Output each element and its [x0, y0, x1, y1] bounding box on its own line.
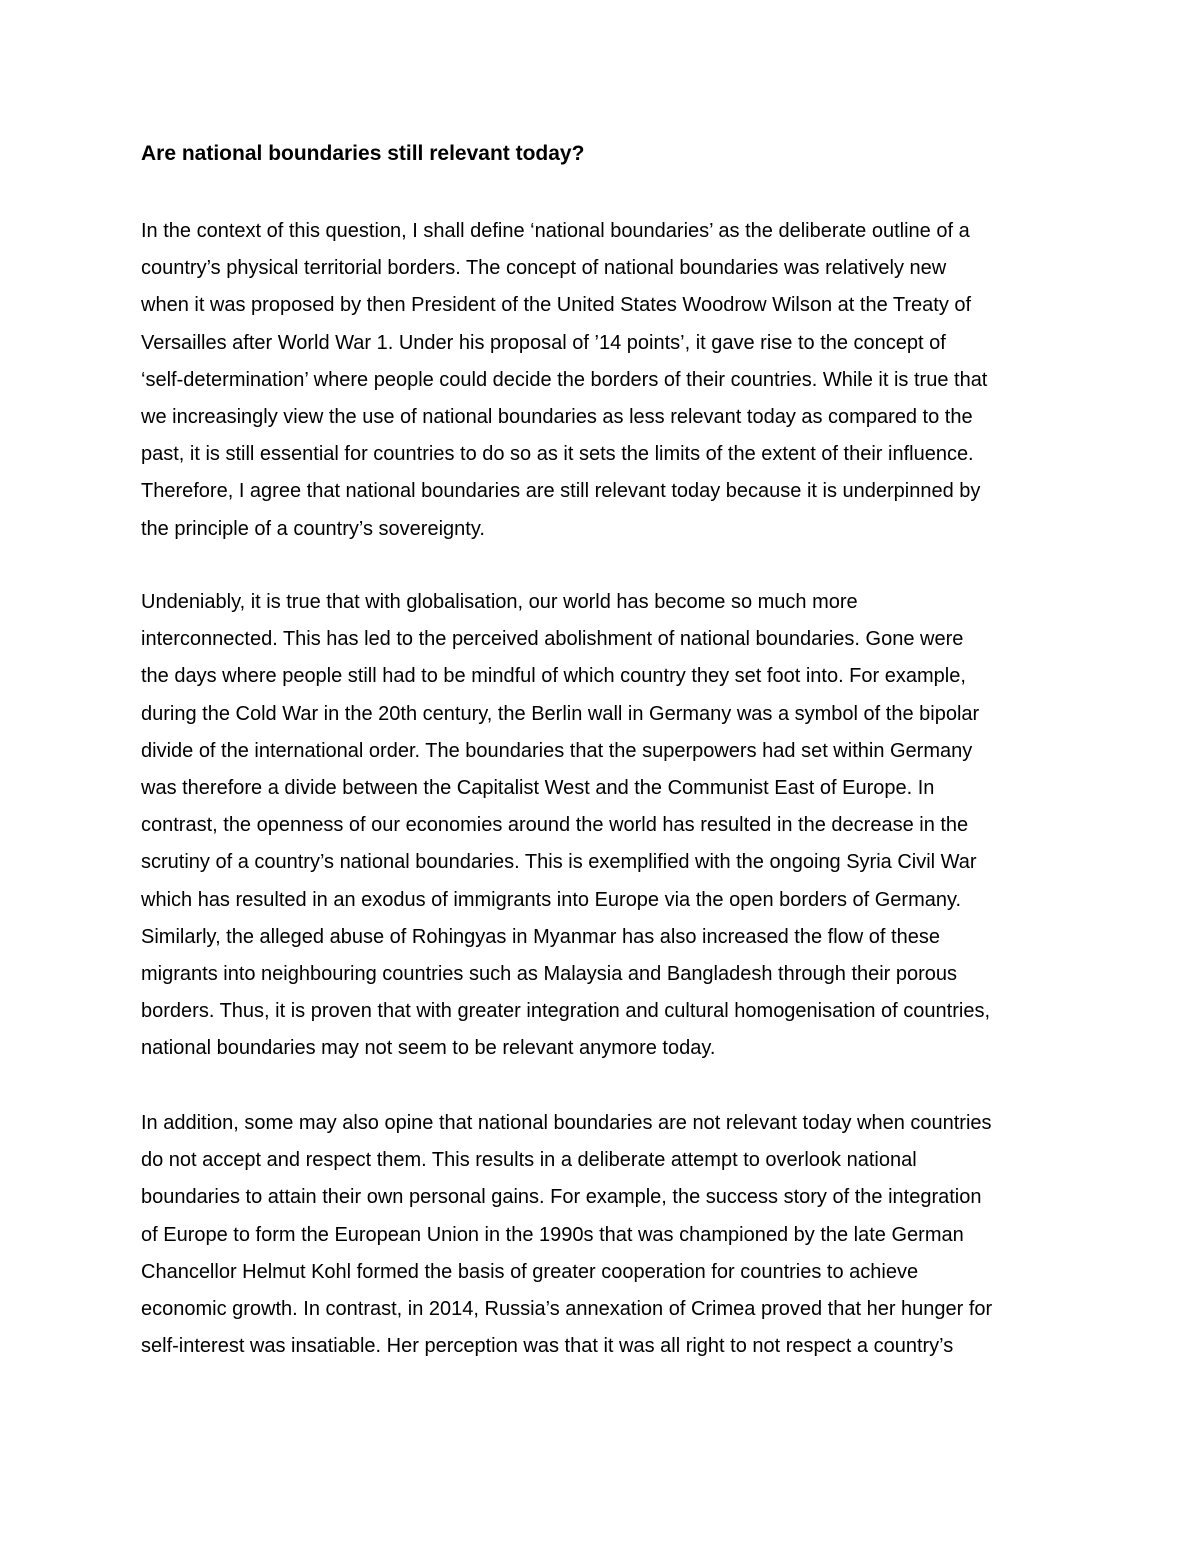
text-line: Chancellor Helmut Kohl formed the basis of greater cooperation for countries to achieve	[141, 1260, 919, 1283]
text-line: In the context of this question, I shall define ‘national boundaries’ as the deliberate outline of a	[141, 220, 970, 242]
paragraph-introduction	[141, 213, 1101, 548]
text-line: the principle of a country’s sovereignty.	[141, 517, 485, 540]
text-line: past, it is still essential for countries to do so as it sets the limits of the extent of their influence.	[141, 443, 974, 466]
paragraph-globalisation	[141, 584, 1101, 1067]
text-line: scrutiny of a country’s national boundaries. This is exemplified with the ongoing Syria Civil War	[141, 851, 977, 874]
text-line: which has resulted in an exodus of immigrants into Europe via the open borders of Germany.	[141, 888, 962, 911]
text-line: national boundaries may not seem to be relevant anymore today.	[141, 1037, 716, 1060]
paragraph-sovereignty	[141, 1105, 1101, 1365]
text-line: do not accept and respect them. This results in a deliberate attempt to overlook national	[141, 1149, 917, 1172]
text-line: was therefore a divide between the Capitalist West and the Communist East of Europe. In	[141, 776, 935, 799]
text-line: country’s physical territorial borders. The concept of national boundaries was relatively new	[141, 257, 947, 280]
text-line: interconnected. This has led to the perceived abolishment of national boundaries. Gone were	[141, 628, 964, 651]
text-line: In addition, some may also opine that national boundaries are not relevant today when countries	[141, 1112, 992, 1134]
text-line: self-interest was insatiable. Her perception was that it was all right to not respect a country’s	[141, 1335, 954, 1358]
document-title: Are national boundaries still relevant today?	[141, 142, 585, 165]
text-line: Therefore, I agree that national boundaries are still relevant today because it is underpinned by	[141, 480, 981, 503]
text-line: divide of the international order. The boundaries that the superpowers had set within Germany	[141, 739, 973, 762]
text-line: contrast, the openness of our economies around the world has resulted in the decrease in the	[141, 814, 969, 837]
text-line: borders. Thus, it is proven that with greater integration and cultural homogenisation of countries,	[141, 1000, 990, 1023]
text-line: boundaries to attain their own personal gains. For example, the success story of the integration	[141, 1186, 982, 1209]
text-line: we increasingly view the use of national boundaries as less relevant today as compared to the	[141, 405, 973, 428]
text-line: ‘self-determination’ where people could decide the borders of their countries. While it is true that	[141, 368, 988, 391]
text-line: of Europe to form the European Union in the 1990s that was championed by the late German	[141, 1223, 964, 1246]
text-line: when it was proposed by then President of the United States Woodrow Wilson at the Treaty of	[141, 294, 972, 317]
text-line: Similarly, the alleged abuse of Rohingyas in Myanmar has also increased the flow of these	[141, 925, 940, 948]
text-line: economic growth. In contrast, in 2014, Russia’s annexation of Crimea proved that her hunger for	[141, 1297, 993, 1320]
text-line: Versailles after World War 1. Under his proposal of ’14 points’, it gave rise to the concept of	[141, 331, 946, 354]
text-line: migrants into neighbouring countries such as Malaysia and Bangladesh through their porous	[141, 962, 958, 985]
text-line: during the Cold War in the 20th century, the Berlin wall in Germany was a symbol of the bipolar	[141, 702, 980, 725]
text-line: Undeniably, it is true that with globalisation, our world has become so much more	[141, 591, 858, 613]
text-line: the days where people still had to be mindful of which country they set foot into. For example,	[141, 665, 966, 688]
